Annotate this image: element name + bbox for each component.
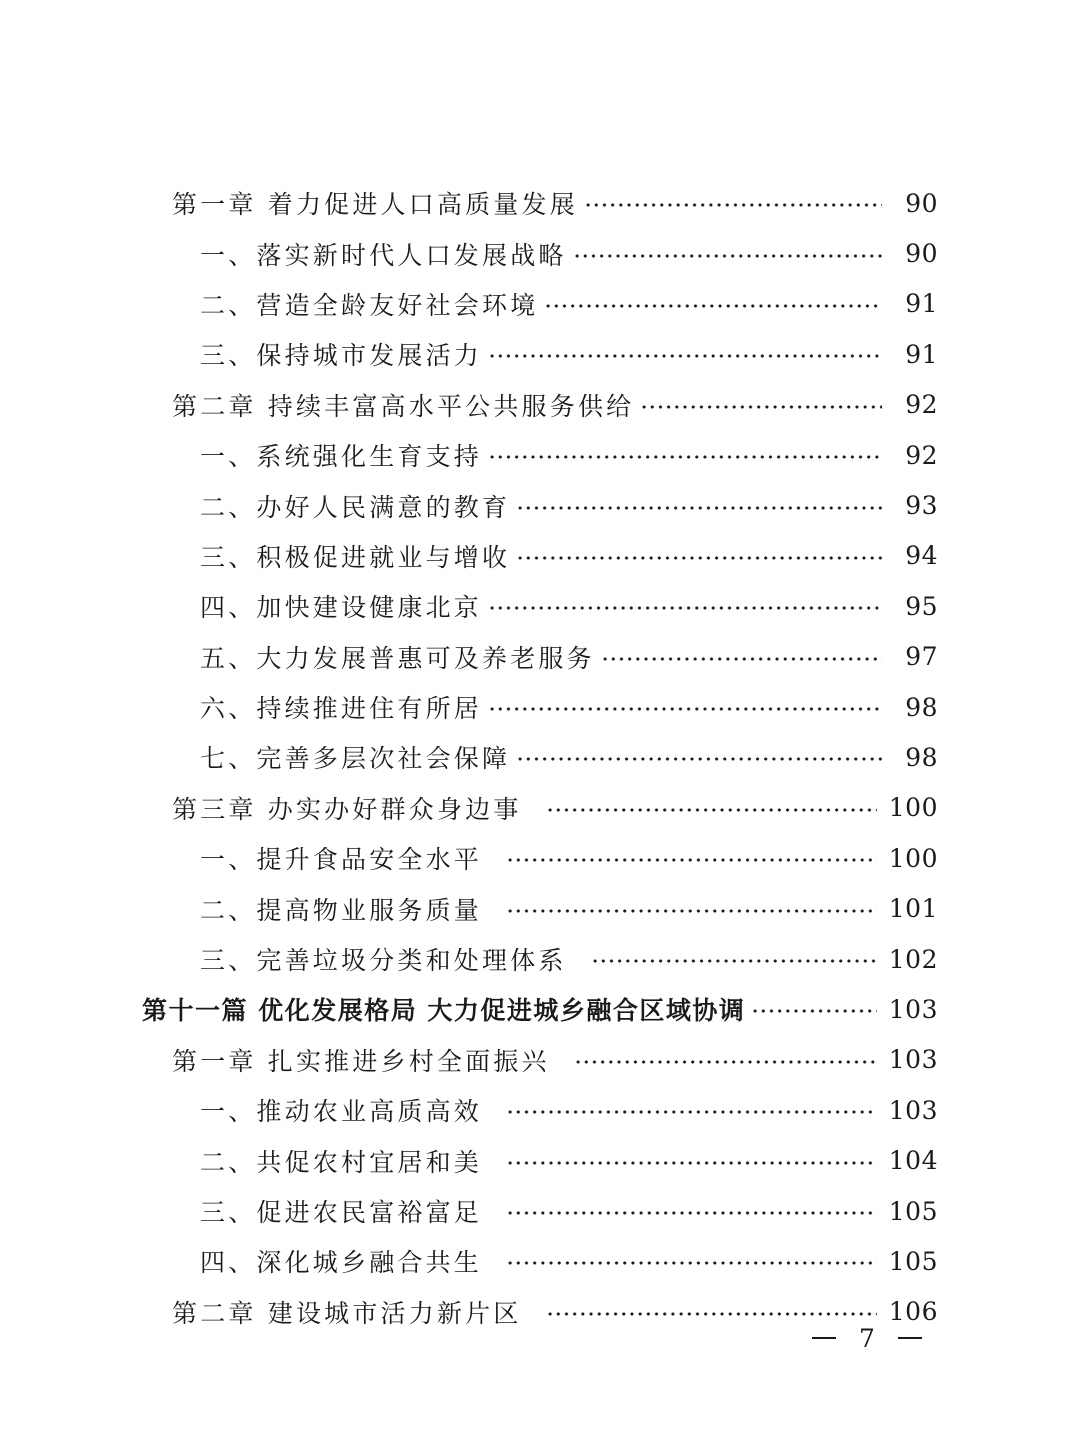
toc-entry-section bbox=[0, 1186, 1080, 1236]
dot-leader bbox=[546, 808, 877, 812]
dot-leader bbox=[601, 657, 882, 661]
toc-entry-title: 四、深化城乡融合共生 bbox=[200, 1248, 483, 1278]
toc-entry-page: 103 bbox=[888, 1045, 938, 1075]
toc-entry-page: 106 bbox=[888, 1297, 938, 1327]
toc-entry-section bbox=[0, 732, 1080, 782]
toc-entry-title: 一、落实新时代人口发展战略 bbox=[200, 240, 567, 270]
toc-entry-section bbox=[0, 883, 1080, 933]
toc-entry-title: 三、保持城市发展活力 bbox=[200, 341, 483, 371]
toc-entry-section bbox=[0, 480, 1080, 530]
toc-entry-section bbox=[0, 1236, 1080, 1286]
dot-leader bbox=[506, 1211, 877, 1215]
toc-entry-title: 第二章 持续丰富高水平公共服务供给 bbox=[172, 391, 635, 421]
toc-entry-page: 92 bbox=[905, 440, 938, 470]
toc-entry-section bbox=[0, 531, 1080, 581]
toc-entry-page: 92 bbox=[905, 390, 938, 420]
toc-entry-page: 94 bbox=[905, 541, 938, 571]
footer-dash-right bbox=[898, 1337, 922, 1339]
toc-entry-section bbox=[0, 934, 1080, 984]
toc-entry-title: 一、系统强化生育支持 bbox=[200, 442, 483, 472]
toc-entry-page: 98 bbox=[905, 742, 938, 772]
toc-entry-page: 98 bbox=[905, 692, 938, 722]
toc-entry-chapter bbox=[0, 783, 1080, 833]
toc-entry-page: 91 bbox=[905, 289, 938, 319]
toc-entry-page: 95 bbox=[905, 591, 938, 621]
toc-entry-part bbox=[0, 984, 1080, 1034]
page-number: 7 bbox=[859, 1323, 875, 1353]
dot-leader bbox=[584, 203, 882, 207]
toc-entry-chapter bbox=[0, 380, 1080, 430]
toc-entry-page: 90 bbox=[905, 188, 938, 218]
toc-entry-page: 103 bbox=[888, 994, 938, 1024]
toc-entry-section bbox=[0, 682, 1080, 732]
dot-leader bbox=[573, 254, 882, 258]
toc-entry-section bbox=[0, 279, 1080, 329]
toc-entry-page: 102 bbox=[888, 944, 938, 974]
dot-leader bbox=[488, 606, 882, 610]
dot-leader bbox=[751, 1009, 876, 1013]
toc-entry-page: 91 bbox=[905, 339, 938, 369]
toc-entry-page: 104 bbox=[888, 1146, 938, 1176]
dot-leader bbox=[506, 1261, 877, 1265]
page-footer bbox=[812, 1318, 922, 1358]
toc-entry-chapter bbox=[0, 178, 1080, 228]
dot-leader bbox=[516, 506, 882, 510]
dot-leader bbox=[488, 455, 882, 459]
table-of-contents bbox=[0, 178, 1080, 1337]
toc-entry-section bbox=[0, 1085, 1080, 1135]
toc-entry-title: 一、推动农业高质高效 bbox=[200, 1097, 483, 1127]
toc-entry-title: 第一章 着力促进人口高质量发展 bbox=[172, 190, 578, 220]
toc-entry-title: 第十一篇 优化发展格局 大力促进城乡融合区域协调 bbox=[142, 996, 746, 1026]
toc-entry-title: 二、营造全龄友好社会环境 bbox=[200, 290, 539, 320]
toc-entry-section bbox=[0, 430, 1080, 480]
toc-entry-page: 103 bbox=[888, 1095, 938, 1125]
toc-entry-title: 二、办好人民满意的教育 bbox=[200, 492, 511, 522]
toc-entry-title: 三、积极促进就业与增收 bbox=[200, 542, 511, 572]
toc-entry-page: 105 bbox=[888, 1196, 938, 1226]
dot-leader bbox=[516, 757, 882, 761]
toc-entry-title: 第二章 建设城市活力新片区 bbox=[172, 1298, 522, 1328]
toc-entry-section bbox=[0, 1135, 1080, 1185]
dot-leader bbox=[516, 556, 882, 560]
toc-entry-page: 100 bbox=[888, 793, 938, 823]
toc-entry-title: 三、促进农民富裕富足 bbox=[200, 1198, 483, 1227]
toc-entry-page: 100 bbox=[888, 843, 938, 873]
dot-leader bbox=[488, 354, 882, 358]
toc-entry-page: 97 bbox=[905, 642, 938, 672]
dot-leader bbox=[574, 1060, 877, 1064]
toc-entry-title: 二、提高物业服务质量 bbox=[200, 895, 483, 925]
dot-leader bbox=[506, 909, 877, 913]
dot-leader bbox=[506, 1110, 877, 1114]
toc-entry-title: 第三章 办实办好群众身边事 bbox=[172, 794, 522, 824]
toc-entry-section bbox=[0, 833, 1080, 883]
toc-entry-title: 七、完善多层次社会保障 bbox=[200, 744, 511, 774]
toc-entry-title: 一、提升食品安全水平 bbox=[200, 845, 483, 875]
toc-entry-section bbox=[0, 228, 1080, 278]
dot-leader bbox=[506, 1161, 877, 1165]
dot-leader bbox=[544, 304, 882, 308]
toc-entry-title: 六、持续推进住有所居 bbox=[200, 694, 483, 724]
dot-leader bbox=[506, 858, 877, 862]
dot-leader bbox=[640, 405, 882, 409]
toc-entry-section bbox=[0, 632, 1080, 682]
toc-entry-section bbox=[0, 581, 1080, 631]
toc-entry-title: 五、大力发展普惠可及养老服务 bbox=[200, 643, 595, 673]
dot-leader bbox=[488, 707, 882, 711]
dot-leader bbox=[591, 959, 877, 963]
toc-entry-title: 二、共促农村宜居和美 bbox=[200, 1147, 483, 1177]
toc-entry-title: 三、完善垃圾分类和处理体系 bbox=[200, 946, 567, 976]
footer-dash-left bbox=[812, 1337, 836, 1339]
dot-leader bbox=[546, 1312, 877, 1316]
toc-entry-title: 四、加快建设健康北京 bbox=[200, 593, 483, 623]
toc-entry-page: 90 bbox=[905, 239, 938, 269]
toc-entry-chapter bbox=[0, 1035, 1080, 1085]
toc-entry-title: 第一章 扎实推进乡村全面振兴 bbox=[172, 1046, 550, 1076]
toc-entry-page: 101 bbox=[888, 894, 938, 924]
toc-entry-page: 93 bbox=[905, 491, 938, 521]
toc-entry-page: 105 bbox=[888, 1246, 938, 1276]
toc-entry-section bbox=[0, 329, 1080, 379]
